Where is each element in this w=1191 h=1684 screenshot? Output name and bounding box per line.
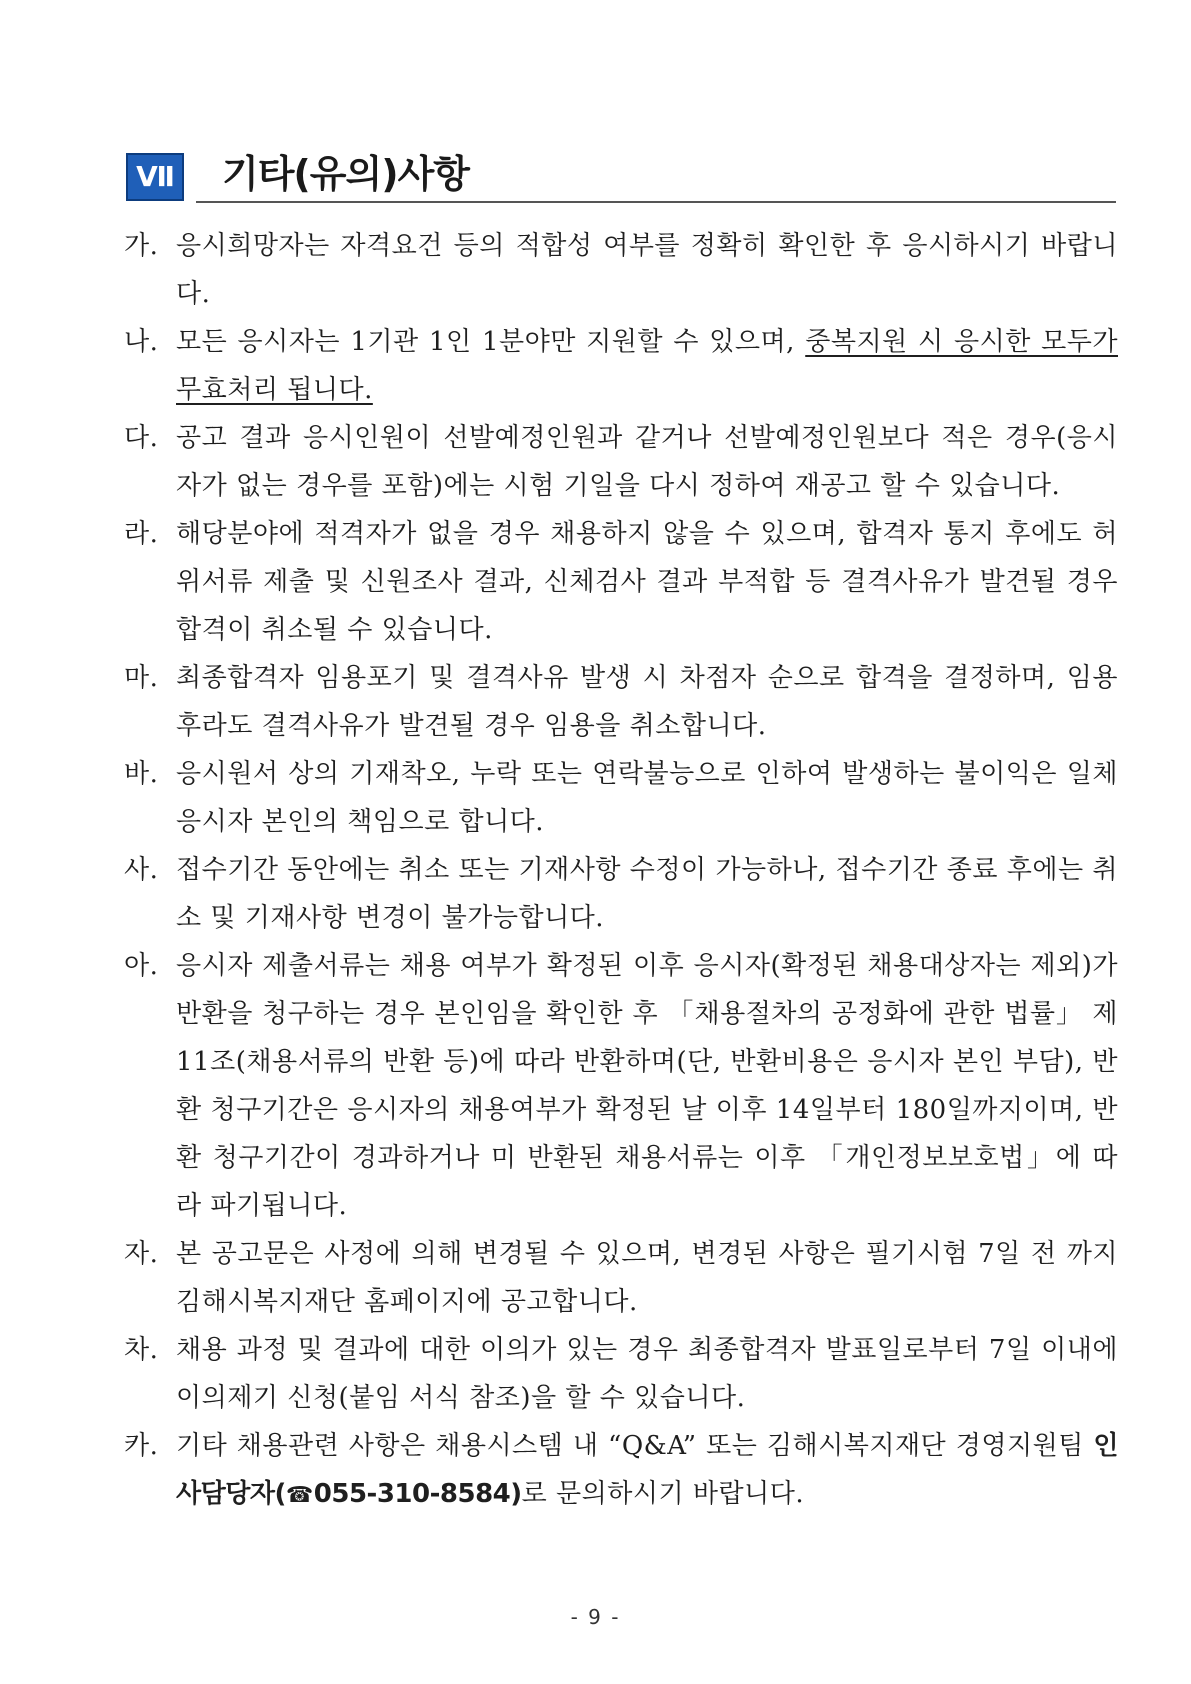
- list-item: [124, 222, 1118, 318]
- list-item: [124, 510, 1118, 654]
- list-item-marker: 카.: [124, 1431, 159, 1461]
- list-item: [124, 414, 1118, 510]
- list-item-marker: 자.: [124, 1239, 159, 1269]
- list-item-underlined-text: 중복지원 시 응시한 모두가 무효처리 됩니다.: [176, 327, 1118, 405]
- list-item-text: 본 공고문은 사정에 의해 변경될 수 있으며, 변경된 사항은 필기시험 7일 전 까지 김해시복지재단 홈페이지에 공고합니다.: [176, 1239, 1118, 1317]
- list-item-marker: 아.: [124, 951, 159, 981]
- list-item-marker: 마.: [124, 663, 159, 693]
- page-number: - 9 -: [570, 1605, 621, 1629]
- list-item-text: 접수기간 동안에는 취소 또는 기재사항 수정이 가능하나, 접수기간 종료 후에는 취소 및 기재사항 변경이 불가능합니다.: [176, 855, 1118, 933]
- list-item-suffix: 로 문의하시기 바랍니다.: [521, 1479, 805, 1509]
- list-item: [124, 750, 1118, 846]
- heading-underline: [196, 201, 1116, 203]
- list-item: [124, 942, 1118, 1230]
- list-item: [124, 1422, 1118, 1520]
- list-item-marker: 나.: [124, 327, 159, 357]
- list-item: [124, 654, 1118, 750]
- list-item-text: 응시자 제출서류는 채용 여부가 확정된 이후 응시자(확정된 채용대상자는 제외)가 반환을 청구하는 경우 본인임을 확인한 후 「채용절차의 공정화에 관한 법률」 제11조(채용서류의 반환 등)에 따라 반환하며(단, 반환비용은 응시자 본인 부담), 반환 청구기간은 응시자의 채용여부가 확정된 날 이후 14일부터 180일까지이며, 반환 청구기간이 경과하거나 미 반환된 채용서류는 이후 「개인정보보호법」에 따라 파기됩니다.: [176, 951, 1118, 1221]
- list-item-text: 응시희망자는 자격요건 등의 적합성 여부를 정확히 확인한 후 응시하시기 바랍니다.: [176, 231, 1118, 309]
- list-item-text: 채용 과정 및 결과에 대한 이의가 있는 경우 최종합격자 발표일로부터 7일 이내에 이의제기 신청(붙임 서식 참조)을 할 수 있습니다.: [176, 1335, 1118, 1413]
- list-item-text: 공고 결과 응시인원이 선발예정인원과 같거나 선발예정인원보다 적은 경우(응시자가 없는 경우를 포함)에는 시험 기일을 다시 정하여 재공고 할 수 있습니다.: [176, 423, 1118, 501]
- list-item-text: 응시원서 상의 기재착오, 누락 또는 연락불능으로 인하여 발생하는 불이익은 일체 응시자 본인의 책임으로 합니다.: [176, 759, 1118, 837]
- contact-phone: 055-310-8584): [313, 1479, 522, 1509]
- section-heading: [126, 148, 1116, 204]
- list-item-marker: 차.: [124, 1335, 159, 1365]
- list-item-text: 모든 응시자는 1기관 1인 1분야만 지원할 수 있으며,: [176, 327, 806, 357]
- list-item-text: 최종합격자 임용포기 및 결격사유 발생 시 차점자 순으로 합격을 결정하며, 임용 후라도 결격사유가 발견될 경우 임용을 취소합니다.: [176, 663, 1118, 741]
- list-item-marker: 바.: [124, 759, 159, 789]
- phone-icon: ☎: [285, 1483, 314, 1508]
- list-item-marker: 라.: [124, 519, 159, 549]
- list-item-text: 기타 채용관련 사항은 채용시스템 내 “Q&A” 또는 김해시복지재단 경영지원팀: [176, 1431, 1094, 1461]
- section-title: 기타(유의)사항: [222, 152, 469, 196]
- notice-list: [124, 222, 1118, 1520]
- list-item-marker: 가.: [124, 231, 159, 261]
- list-item: [124, 318, 1118, 414]
- list-item: [124, 846, 1118, 942]
- section-number-badge: Ⅶ: [126, 153, 184, 201]
- list-item-marker: 사.: [124, 855, 159, 885]
- contact-label: 인사담당자(: [176, 1431, 1118, 1509]
- list-item: [124, 1230, 1118, 1326]
- list-item-text: 해당분야에 적격자가 없을 경우 채용하지 않을 수 있으며, 합격자 통지 후에도 허위서류 제출 및 신원조사 결과, 신체검사 결과 부적합 등 결격사유가 발견될 경우 합격이 취소될 수 있습니다.: [176, 519, 1118, 645]
- list-item-marker: 다.: [124, 423, 159, 453]
- list-item: [124, 1326, 1118, 1422]
